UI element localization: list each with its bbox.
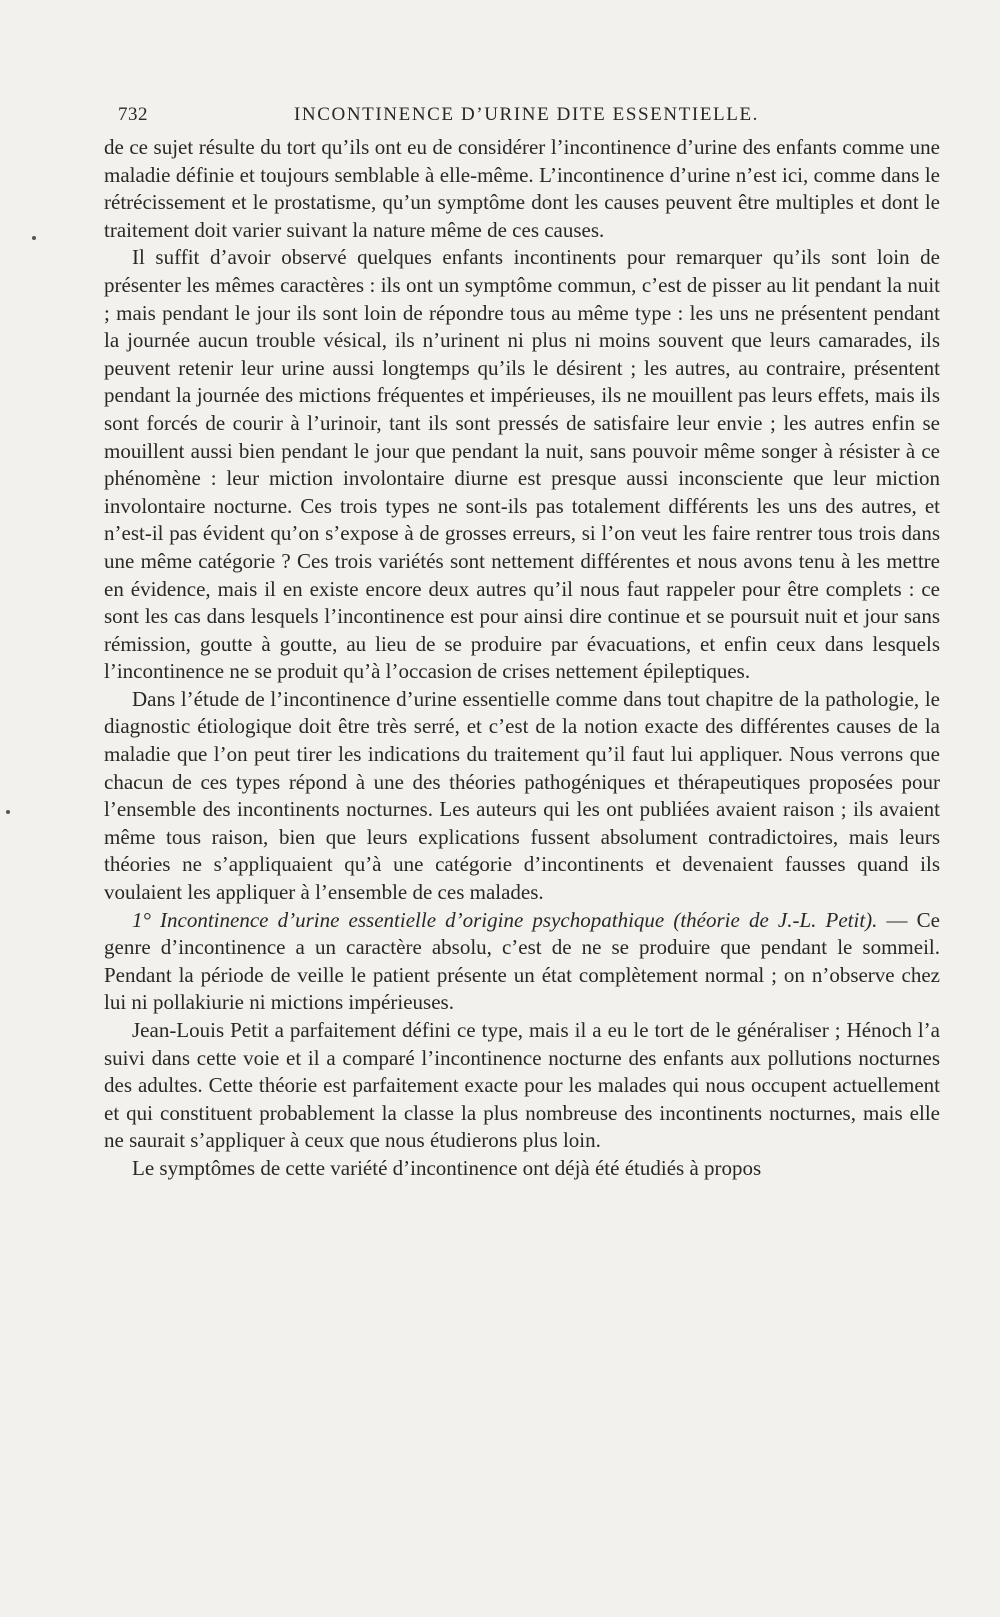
margin-speck	[6, 810, 10, 814]
page-number: 732	[118, 104, 148, 125]
body-text	[104, 134, 940, 1183]
paragraph-petit: Jean-Louis Petit a parfaitement défini ce type, mais il a eu le tort de le généraliser ; Hénoch l’a suivi dans cette voie et il a comparé l’incontinence nocturne des enfants aux pollutions nocturnes des adultes. Cette théorie est parfaitement exacte pour les malades qui nous occupent actuellement et qui constituent probablement la classe la plus nombreuse des incontinents nocturnes, mais elle ne saurait s’appliquer à ceux que nous étudierons plus loin.	[104, 1018, 940, 1153]
paragraph-continuation: de ce sujet résulte du tort qu’ils ont eu de considérer l’incontinence d’urine des enfants comme une maladie définie et toujours semblable à elle-même. L’incontinence d’urine n’est ici, comme dans le rétrécissement et le prostatisme, qu’un symptôme dont les causes peuvent être multiples et dont le traitement doit varier suivant la nature même de ces causes.	[104, 135, 940, 242]
paragraph-observation: Il suffit d’avoir observé quelques enfants incontinents pour remarquer qu’ils sont loin de présenter les mêmes caractères : ils ont un symptôme commun, c’est de pisser au lit pendant la nuit ; mais pendant le jour ils sont loin de répondre tous au même type : les uns ne présentent pendant la journée aucun trouble vésical, ils n’urinent ni plus ni moins souvent que leurs camarades, ils peuvent retenir leur urine aussi longtemps qu’ils le désirent ; les autres, au contraire, présentent pendant la journée des mictions fréquentes et impérieuses, ils ne mouillent pas leurs effets, mais ils sont forcés de courir à l’urinoir, tant ils sont pressés de satisfaire leur envie ; les autres enfin se mouillent aussi bien pendant le jour que pendant la nuit, sans pouvoir même songer à résister à ce phénomène : leur miction involontaire diurne est presque aussi inconsciente que leur miction involontaire nocturne. Ces trois types ne sont-ils pas totalement différents les uns des autres, et n’est-il pas évident qu’on s’expose à de grosses erreurs, si l’on veut les faire rentrer tous trois dans une même catégorie ? Ces trois variétés sont nettement différentes et nous avons tenu à les mettre en évidence, mais il en existe encore deux autres qu’il nous faut rappeler pour être complets : ce sont les cas dans lesquels l’incontinence est pour ainsi dire continue et se poursuit nuit et jour sans rémission, goutte à goutte, au lieu de se produire par évacuations, et enfin ceux dans lesquels l’incontinence ne se produit qu’à l’occasion de crises nettement épileptiques.	[104, 245, 940, 684]
margin-speck	[32, 236, 36, 240]
paragraph-symptoms: Le symptômes de cette variété d’incontinence ont déjà été étudiés à propos	[132, 1155, 762, 1180]
running-title: INCONTINENCE D’URINE DITE ESSENTIELLE.	[294, 104, 760, 125]
running-head	[104, 104, 940, 134]
paragraph-diagnosis: Dans l’étude de l’incontinence d’urine essentielle comme dans tout chapitre de la pathologie, le diagnostic étiologique doit être très serré, et c’est de la notion exacte des différentes causes de la maladie que l’on peut tirer les indications du traitement qu’il faut lui appliquer. Nous verrons que chacun de ces types répond à une des théories pathogéniques et thérapeutiques proposées pour l’ensemble des incontinents nocturnes. Les auteurs qui les ont publiées avaient raison ; ils avaient même tous raison, bien que leurs explications fussent absolument contradictoires, mais leurs théories ne s’appliquaient qu’à une catégorie d’incontinents et devenaient fausses quand ils voulaient les appliquer à l’ensemble de ces malades.	[104, 686, 940, 905]
book-page	[104, 104, 940, 1183]
section-heading: 1° Incontinence d’urine essentielle d’origine psychopathique (théorie de J.-L. Petit).	[132, 907, 878, 932]
paragraph-section-one	[104, 907, 940, 1017]
section-text: — Ce genre d’incontinence a un caractère absolu, c’est de ne se produire que pendant le sommeil. Pendant la période de veille le patient présente un état complètement normal ; on n’observe chez lui ni pollakiurie ni mictions impérieuses.	[104, 907, 941, 1015]
